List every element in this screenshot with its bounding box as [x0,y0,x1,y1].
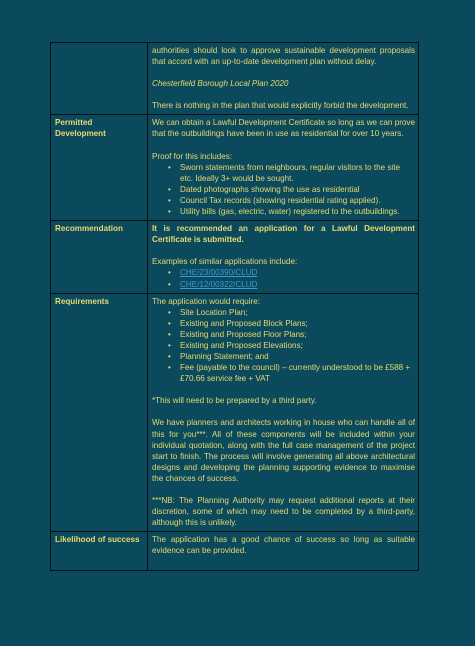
list-item: • Existing and Proposed Floor Plans; [180,329,415,340]
ldc-paragraph: We can obtain a Lawful Development Certificate so long as we can prove that the outbuildings have been in use as residential for over 10 years. [152,118,415,139]
row-body-recommendation [148,221,419,293]
plan-conclusion: There is nothing in the plan that would explicitly forbid the development. [152,101,409,111]
third-party-note: *This will need to be prepared by a third party. [152,396,317,406]
table-row-requirements [51,293,419,532]
table-row-intro [51,43,419,115]
row-body-intro [148,43,419,115]
list-item: • Sworn statements from neighbours, regular visitors to the site etc. Ideally 3+ would be sought. [180,162,415,184]
row-label-permitted-development: Permitted Development [51,115,148,221]
proof-list [152,162,415,217]
report-table [50,42,419,571]
recommendation-statement: It is recommended an application for a Lawful Development Certificate is submitted. [152,224,415,245]
row-label-requirements: Requirements [51,293,148,532]
examples-heading: Examples of similar applications include: [152,257,298,267]
requirements-list [152,307,415,385]
application-link-2[interactable]: CHE/12/00322/CLUD [180,279,258,289]
examples-list [152,267,415,289]
row-label-intro [51,43,148,115]
list-item: • Utility bills (gas, electric, water) registered to the outbuildings. [180,206,415,217]
list-item: • Fee (payable to the council) – currently understood to be £588 + £70.66 service fee + VAT [180,362,415,384]
row-label-recommendation: Recommendation [51,221,148,293]
list-item: • Existing and Proposed Block Plans; [180,318,415,329]
likelihood-text: The application has a good chance of success so long as suitable evidence can be provided. [152,535,415,556]
list-item: • Existing and Proposed Elevations; [180,340,415,351]
local-plan-name: Chesterfield Borough Local Plan 2020 [152,79,289,89]
list-item: • Site Location Plan; [180,307,415,318]
row-body-likelihood [148,532,419,571]
nb-paragraph: ***NB: The Planning Authority may request additional reports at their discretion, some of which may need to be completed by a third-party, although this is unlikely. [152,496,415,528]
table-row-recommendation [51,221,419,293]
list-item [180,279,415,290]
row-label-likelihood: Likelihood of success [51,532,148,571]
application-link-1[interactable]: CHE/23/00390/CLUD [180,268,258,278]
requirements-intro: The application would require: [152,296,260,306]
list-item: • Planning Statement; and [180,351,415,362]
list-item [180,267,415,278]
row-body-requirements [148,293,419,532]
proof-heading: Proof for this includes: [152,151,233,161]
list-item: • Dated photographs showing the use as residential [180,184,415,195]
in-house-paragraph: We have planners and architects working in house who can handle all of this for you***. All of these components will be included within your individual quotation, along with the full case management of the project start to finish. The process will involve generating all above architectural designs and developing the planning supporting evidence to maximise the chances of success. [152,418,415,483]
row-body-permitted-development [148,115,419,221]
table-row-likelihood [51,532,419,571]
table-row-permitted-development [51,115,419,221]
intro-paragraph: authorities should look to approve sustainable development proposals that accord with an up-to-date development plan without delay. [152,46,415,67]
list-item: • Council Tax records (showing residential rating applied). [180,195,415,206]
